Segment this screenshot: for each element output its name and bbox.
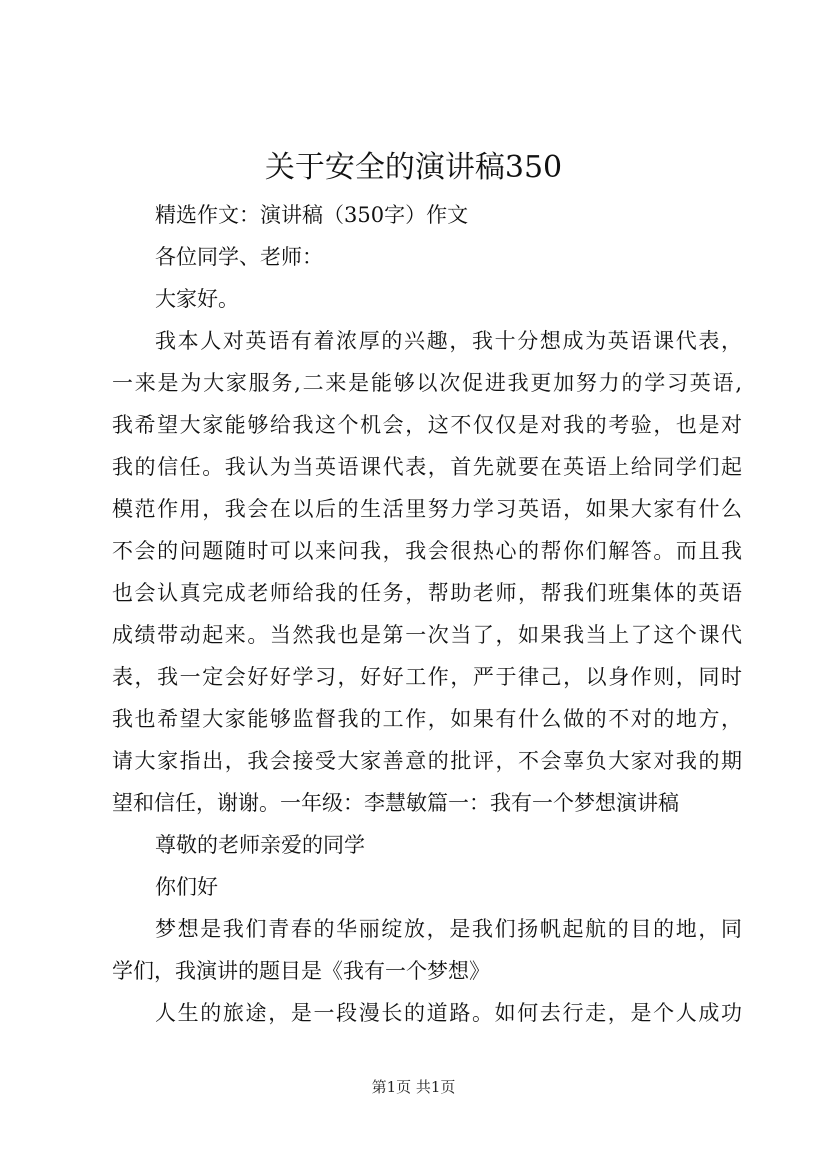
paragraph-line: 我也希望大家能够监督我的工作，如果有什么做的不对的地方， <box>112 707 742 731</box>
paragraph-line: 尊敬的老师亲爱的同学 <box>155 833 365 857</box>
page-footer: 第1页 共1页 <box>371 1078 456 1096</box>
paragraph-line: 一来是为大家服务,二来是能够以次促进我更加努力的学习英语, <box>112 371 742 395</box>
paragraph-line: 不会的问题随时可以来问我，我会很热心的帮你们解答。而且我 <box>112 539 742 563</box>
paragraph-line: 也会认真完成老师给我的任务，帮助老师，帮我们班集体的英语 <box>112 581 742 605</box>
paragraph-line: 望和信任，谢谢。一年级：李慧敏篇一：我有一个梦想演讲稿 <box>112 791 679 815</box>
paragraph-line: 请大家指出，我会接受大家善意的批评，不会辜负大家对我的期 <box>112 749 742 773</box>
paragraph-line: 成绩带动起来。当然我也是第一次当了，如果我当上了这个课代 <box>112 623 742 647</box>
paragraph-line: 学们，我演讲的题目是《我有一个梦想》 <box>112 959 490 983</box>
paragraph-line: 我希望大家能够给我这个机会，这不仅仅是对我的考验，也是对 <box>112 413 742 437</box>
paragraph-line: 模范作用，我会在以后的生活里努力学习英语，如果大家有什么 <box>112 497 742 521</box>
paragraph-line: 你们好 <box>155 875 218 899</box>
paragraph-line: 我的信任。我认为当英语课代表，首先就要在英语上给同学们起 <box>112 455 742 479</box>
paragraph-line: 人生的旅途，是一段漫长的道路。如何去行走，是个人成功 <box>155 1001 742 1025</box>
paragraph-line: 各位同学、老师： <box>155 245 323 269</box>
paragraph-line: 精选作文：演讲稿（350字）作文 <box>155 203 469 227</box>
paragraph-line: 大家好。 <box>155 287 239 311</box>
document-title: 关于安全的演讲稿350 <box>264 150 563 185</box>
paragraph-line: 我本人对英语有着浓厚的兴趣，我十分想成为英语课代表， <box>155 329 742 353</box>
paragraph-line: 表，我一定会好好学习，好好工作，严于律己，以身作则，同时 <box>112 665 742 689</box>
paragraph-line: 梦想是我们青春的华丽绽放，是我们扬帆起航的目的地，同 <box>155 917 742 941</box>
